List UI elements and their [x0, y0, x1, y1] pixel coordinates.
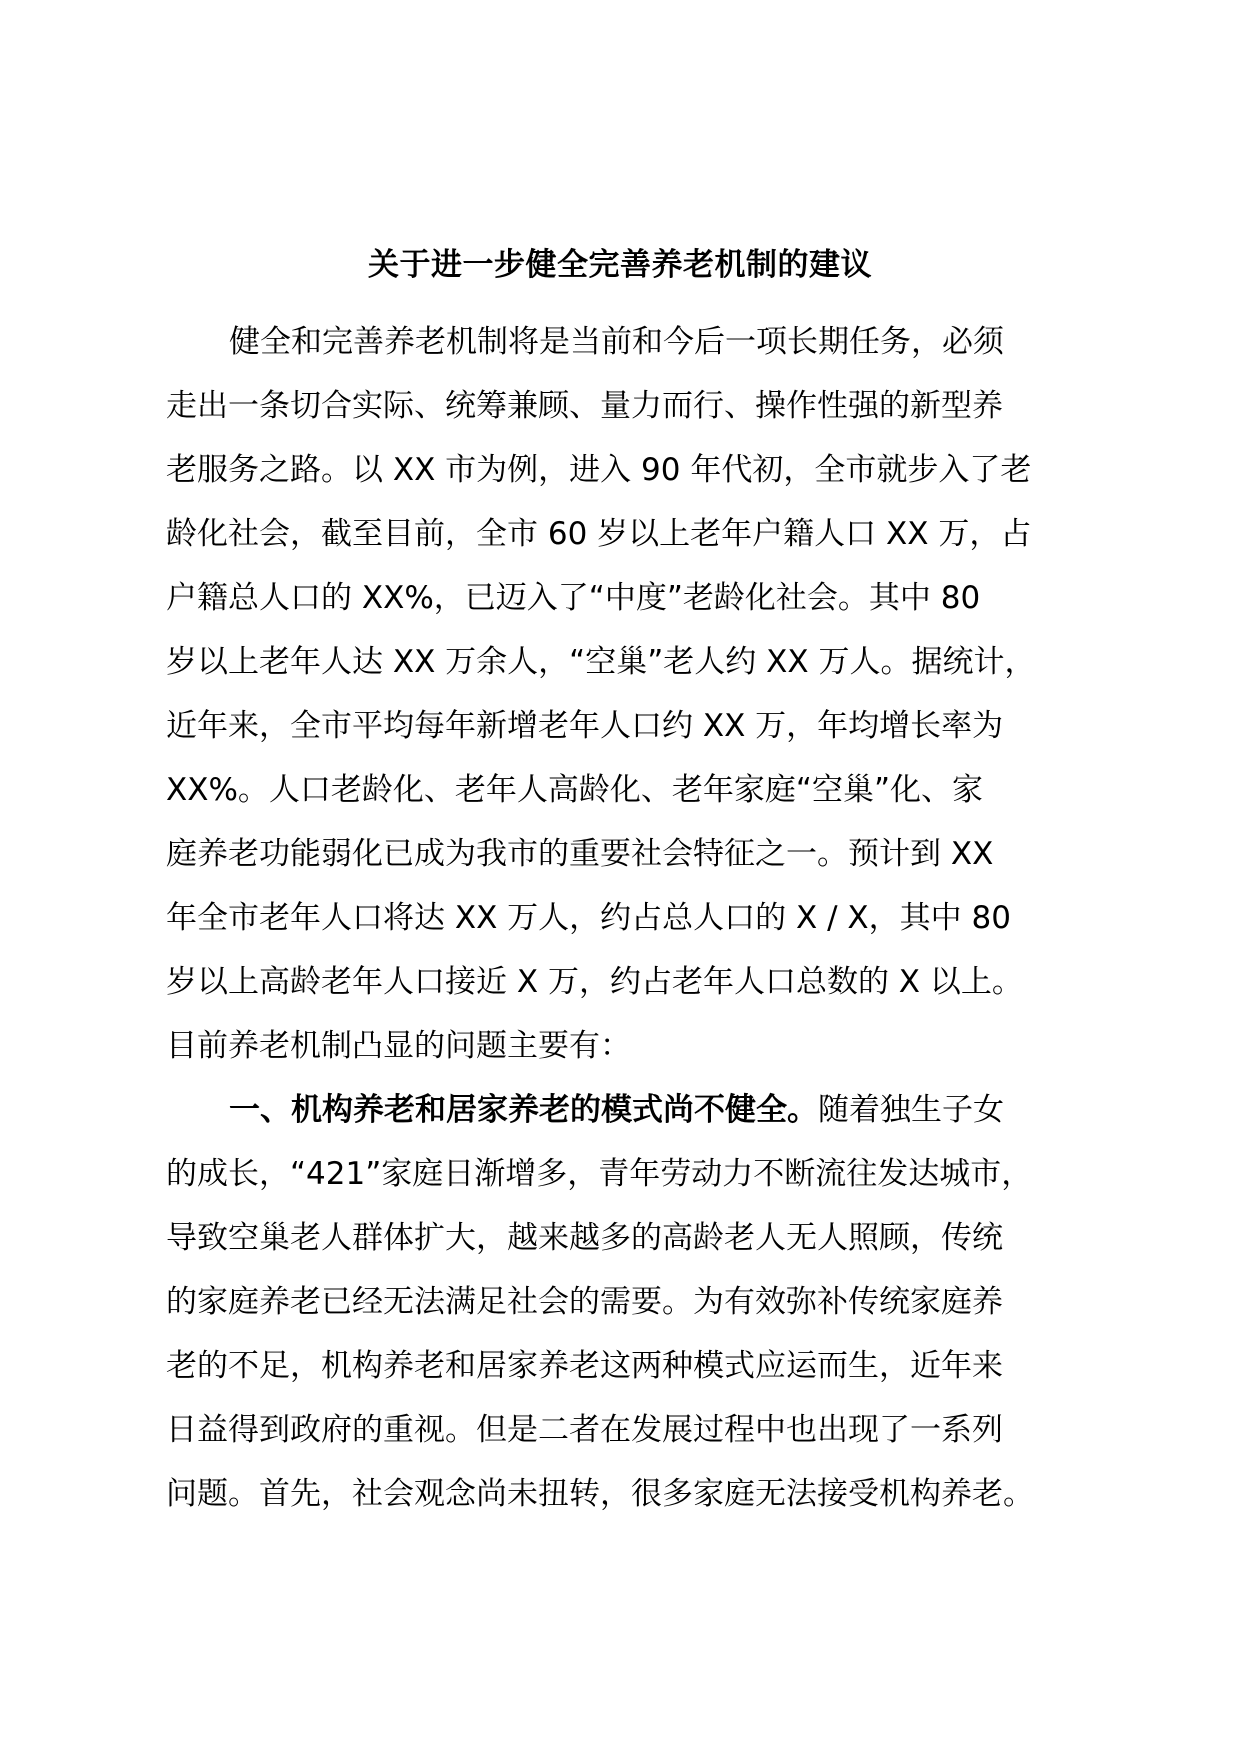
- section-first-line-text: 随着独生子女: [818, 1092, 1004, 1128]
- section-first-line: [166, 1078, 1126, 1142]
- document-title: 关于进一步健全完善养老机制的建议: [368, 247, 872, 283]
- paragraph-line: 目前养老机制凸显的问题主要有：: [166, 1028, 631, 1064]
- paragraph-line: 的成长，“421”家庭日渐增多，青年劳动力不断流往发达城市，: [166, 1156, 1033, 1192]
- document-body: [166, 310, 1126, 1526]
- paragraph-line: 老服务之路。以 XX 市为例，进入 90 年代初，全市就步入了老: [166, 452, 1032, 488]
- section-heading: 一、机构养老和居家养老的模式尚不健全。: [229, 1092, 818, 1128]
- paragraph-line: 老的不足，机构养老和居家养老这两种模式应运而生，近年来: [166, 1348, 1003, 1384]
- paragraph-line: 户籍总人口的 XX%，已迈入了“中度”老龄化社会。其中 80: [166, 580, 981, 616]
- paragraph-line: 近年来，全市平均每年新增老年人口约 XX 万，年均增长率为: [166, 708, 1004, 744]
- paragraph-line: 的家庭养老已经无法满足社会的需要。为有效弥补传统家庭养: [166, 1284, 1003, 1320]
- paragraph-line: 健全和完善养老机制将是当前和今后一项长期任务，必须: [229, 324, 1004, 360]
- paragraph-line: 日益得到政府的重视。但是二者在发展过程中也出现了一系列: [166, 1412, 1003, 1448]
- paragraph-line: XX%。人口老龄化、老年人高龄化、老年家庭“空巢”化、家: [166, 772, 984, 808]
- paragraph-line: 龄化社会，截至目前，全市 60 岁以上老年户籍人口 XX 万，占: [166, 516, 1032, 552]
- paragraph-line: 岁以上高龄老年人口接近 X 万，约占老年人口总数的 X 以上。: [166, 964, 1023, 1000]
- paragraph-line: 走出一条切合实际、统筹兼顾、量力而行、操作性强的新型养: [166, 388, 1003, 424]
- paragraph-line: 年全市老年人口将达 XX 万人，约占总人口的 X / X，其中 80: [166, 900, 1011, 936]
- paragraph-line: 庭养老功能弱化已成为我市的重要社会特征之一。预计到 XX: [166, 836, 994, 872]
- paragraph-line: 导致空巢老人群体扩大，越来越多的高龄老人无人照顾，传统: [166, 1220, 1003, 1256]
- paragraph-line: 岁以上老年人达 XX 万余人，“空巢”老人约 XX 万人。据统计，: [166, 644, 1036, 680]
- paragraph-line: 问题。首先，社会观念尚未扭转，很多家庭无法接受机构养老。: [166, 1476, 1034, 1512]
